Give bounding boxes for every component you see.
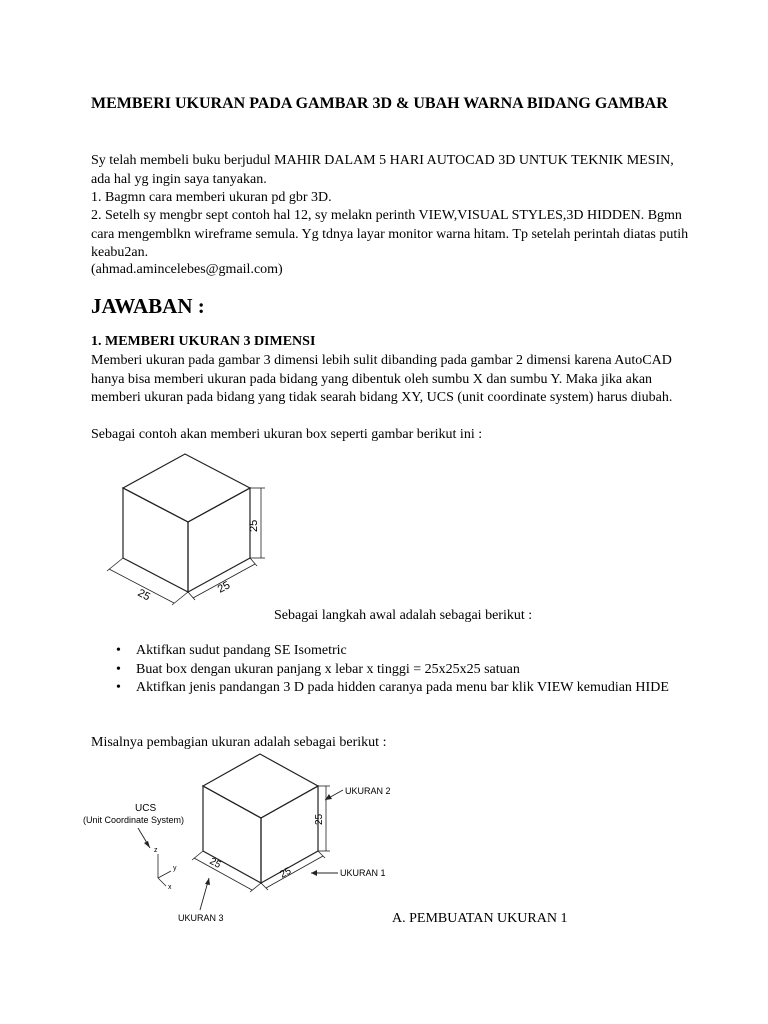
section-1-example: Sebagai contoh akan memberi ukuran box seperti gambar berikut ini : [91, 427, 483, 442]
question-line-3: 2. Setelh sy mengbr sept contoh hal 12, sy melakn perinth VIEW,VISUAL STYLES,3D HIDDEN. Bgmn cara mengemblkn wireframe semula. Yg tdnya layar monitor warna hitam. Tp setelah perintah diatas putih keabu2an. [91, 208, 689, 261]
ucs-axis-icon [158, 854, 171, 886]
dim-height-label: 25 [248, 519, 260, 532]
box2-top-face [203, 754, 318, 818]
fig2-dim-left: 25 [207, 855, 223, 871]
subsection-a-heading: A. PEMBUATAN UKURAN 1 [392, 911, 568, 926]
box-right-face [188, 488, 250, 592]
question-line-2: 1. Bagmn cara memberi ukuran pd gbr 3D. [91, 190, 332, 205]
fig2-dim-right: 25 [278, 865, 294, 881]
ucs-sub-label: (Unit Coordinate System) [83, 815, 185, 825]
answer-heading: JAWABAN : [91, 294, 205, 318]
ukuran-2-label: UKURAN 2 [345, 786, 391, 796]
division-intro: Misalnya pembagian ukuran adalah sebagai berikut : [91, 735, 387, 750]
box-top-face [123, 454, 250, 522]
ukuran-3-label: UKURAN 3 [178, 913, 224, 923]
box-figure-2 [78, 748, 398, 930]
step-list [110, 642, 690, 698]
box2-left-face [203, 786, 261, 883]
section-1-body: Memberi ukuran pada gambar 3 dimensi lebih sulit dibanding pada gambar 2 dimensi karena AutoCAD hanya bisa memberi ukuran pada bidang yang dibentuk oleh sumbu X dan sumbu Y. Maka jika akan memberi ukuran pada bidang yang tidak searah bidang XY, UCS (unit coordinate system) harus diubah. [91, 353, 673, 406]
question-line-1: Sy telah membeli buku berjudul MAHIR DALAM 5 HARI AUTOCAD 3D UNTUK TEKNIK MESIN, ada hal yg ingin saya tanyakan. [91, 153, 674, 187]
step-item: • Buat box dengan ukuran panjang x lebar x tinggi = 25x25x25 satuan [110, 661, 690, 680]
box-left-face [123, 488, 188, 592]
axis-y-label: y [173, 865, 177, 872]
section-1-heading: 1. MEMBERI UKURAN 3 DIMENSI [91, 334, 316, 349]
dim-left-label: 25 [135, 587, 153, 604]
question-email: (ahmad.amincelebes@gmail.com) [91, 262, 283, 277]
page-title: MEMBERI UKURAN PADA GAMBAR 3D & UBAH WARNA BIDANG GAMBAR [91, 95, 668, 112]
step-item: • Aktifkan jenis pandangan 3 D pada hidden caranya pada menu bar klik VIEW kemudian HIDE [110, 679, 690, 698]
ukuran-1-label: UKURAN 1 [340, 868, 386, 878]
axis-z-label: z [154, 847, 158, 854]
dim-right-label: 25 [215, 579, 233, 596]
first-step-intro: Sebagai langkah awal adalah sebagai berikut : [274, 608, 533, 623]
box-figure-1 [95, 450, 280, 610]
axis-x-label: x [168, 884, 172, 891]
step-item: • Aktifkan sudut pandang SE Isometric [110, 642, 690, 661]
fig2-dim-height: 25 [314, 813, 325, 825]
ucs-label: UCS [135, 803, 157, 814]
